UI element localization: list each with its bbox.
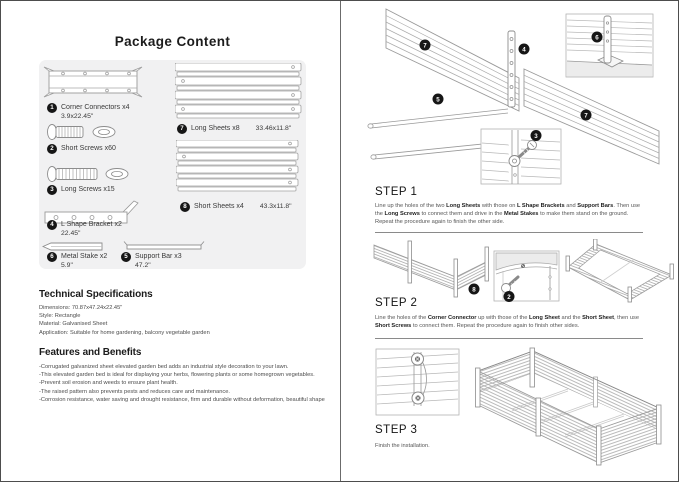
step1-diagram xyxy=(346,3,678,185)
assembled-frame xyxy=(566,239,674,302)
step1-text: Line up the holes of the two Long Sheets with those on L Shape Brackets and Support Bars. Then use the Long Screws to connect them and drive in the Metal Stakes to make them stand on the ground. Repeat the procedure again to finish the other side. xyxy=(375,203,641,225)
feature-line: -The raised pattern also prevents pests and reduces care and maintenance. xyxy=(39,388,230,395)
svg-text:7: 7 xyxy=(584,112,588,120)
item-size: 22.45" xyxy=(61,230,81,238)
item-size: 43.3x11.8" xyxy=(259,203,292,211)
item-long-sheets xyxy=(177,124,291,134)
item-label: Long Screws x15 xyxy=(61,186,115,193)
step3-text: Finish the installation. xyxy=(375,443,430,449)
item-short-sheets xyxy=(180,202,292,212)
spec-line: Application: Suitable for home gardening, balcony vegetable garden xyxy=(39,329,210,336)
item-label: Corner Connectors x4 xyxy=(61,104,130,111)
item-label: L Shape Bracket x2 xyxy=(61,221,122,228)
item-label: Long Sheets x8 xyxy=(191,125,240,132)
feature-line: -Prevent soil erosion and weeds to ensure plant health. xyxy=(39,380,178,387)
spec-line: Dimensions: 70.87x47.24x22.45" xyxy=(39,305,123,311)
spec-line: Material: Galvanised Sheet xyxy=(39,321,108,328)
svg-text:4: 4 xyxy=(522,46,526,54)
long-screw-inset xyxy=(481,129,561,184)
corner-connector-illustration xyxy=(43,64,143,100)
long-sheets-illustration xyxy=(175,63,303,121)
item-badge: 7 xyxy=(177,124,187,134)
step-divider xyxy=(375,338,643,339)
svg-text:2: 2 xyxy=(507,293,511,301)
item-metal-stake xyxy=(47,252,107,271)
svg-text:8: 8 xyxy=(472,286,476,294)
item-label: Short Sheets x4 xyxy=(194,203,244,210)
item-size: 33.46x11.8" xyxy=(255,125,292,133)
corner-connector-inset xyxy=(494,251,559,301)
step2-heading: STEP 2 xyxy=(375,297,418,309)
step2-diagram xyxy=(346,239,678,303)
connector-screws-inset xyxy=(376,349,459,415)
feature-line: -Corrosion resistance, water saving and drought resistance, firm and durable without deformation, beautiful shape xyxy=(39,396,325,403)
package-panel xyxy=(39,60,306,269)
item-label: Short Screws x60 xyxy=(61,145,116,152)
item-label: Metal Stake x2 xyxy=(61,253,108,260)
step2-text: Line the holes of the Corner Connector up with those of the Long Sheet and the Short Sheet, then use Short Screws to connect them. Repeat the procedure again to finish other sides. xyxy=(375,315,639,329)
item-badge: 8 xyxy=(180,202,190,212)
center-divider xyxy=(340,1,341,482)
tech-specs-list xyxy=(39,304,210,337)
short-sheets-illustration xyxy=(176,140,300,196)
feature-line: -This elevated garden bed is ideal for displaying your herbs, flowering plants or some homegrown vegetables. xyxy=(39,372,315,379)
page-title: Package Content xyxy=(114,34,231,49)
svg-text:6: 6 xyxy=(595,34,599,42)
item-badge: 5 xyxy=(121,252,131,262)
step3-heading: STEP 3 xyxy=(375,424,418,436)
item-corner-connectors xyxy=(47,103,129,122)
features-list xyxy=(39,363,325,404)
item-badge: 1 xyxy=(47,103,57,113)
long-screw-illustration xyxy=(44,163,144,185)
tech-specs-heading: Technical Specifications xyxy=(39,289,153,300)
spec-line: Style: Rectangle xyxy=(39,313,81,320)
svg-text:5: 5 xyxy=(436,96,440,104)
item-support-bar xyxy=(121,252,182,271)
item-size: 3.9x22.45" xyxy=(61,113,94,121)
step3-diagram xyxy=(346,343,678,469)
item-badge: 6 xyxy=(47,252,57,262)
item-badge: 3 xyxy=(47,185,57,195)
step1-heading: STEP 1 xyxy=(375,186,418,198)
short-screw-illustration xyxy=(44,121,129,143)
item-short-screws xyxy=(47,144,116,154)
item-long-screws xyxy=(47,185,115,195)
metal-stake-inset xyxy=(566,14,653,77)
item-l-shape-bracket xyxy=(47,220,122,239)
item-size: 47.2" xyxy=(135,262,151,270)
item-label: Support Bar x3 xyxy=(135,253,182,260)
features-heading: Features and Benefits xyxy=(39,347,142,358)
svg-text:7: 7 xyxy=(423,42,427,50)
step-divider xyxy=(375,232,643,233)
item-size: 5.9" xyxy=(61,262,73,270)
svg-text:3: 3 xyxy=(534,132,538,140)
item-badge: 2 xyxy=(47,144,57,154)
item-badge: 4 xyxy=(47,220,57,230)
feature-line: -Corrugated galvanized sheet elevated garden bed adds an industrial style decoration to your lawn. xyxy=(39,364,289,370)
